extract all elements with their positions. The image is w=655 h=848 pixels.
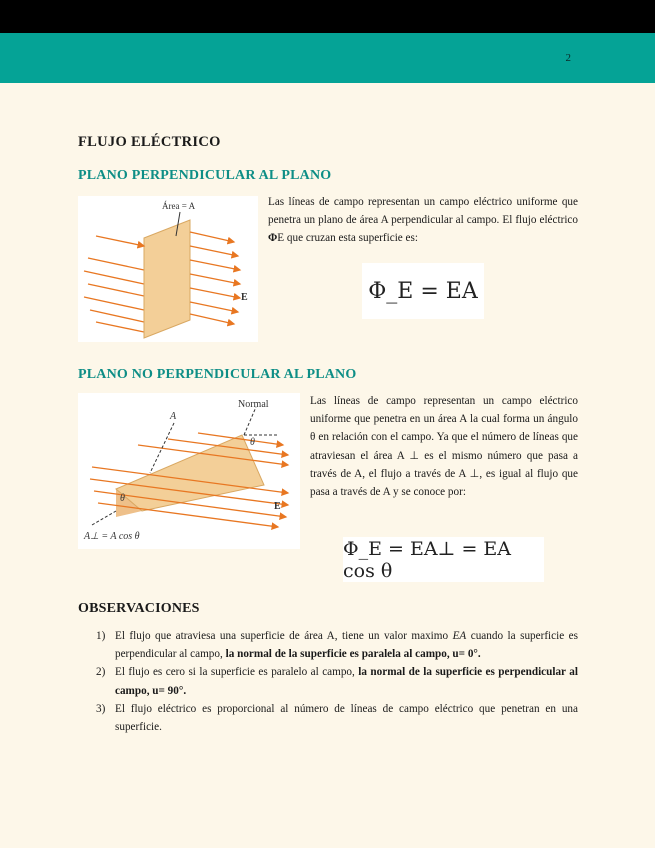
phi-symbol: Φ [268, 232, 278, 245]
section1-heading: PLANO PERPENDICULAR AL PLANO [78, 168, 332, 183]
list-item: 1) El flujo que atraviesa una superficie de área A, tiene un valor maximo EA cuando la superficie es perpendicular al campo, la normal de la superficie es paralela al campo, u= 0°. [96, 630, 578, 661]
a-perp-label: A⊥ = A cos θ [84, 531, 140, 542]
normal-label: Normal [238, 399, 269, 410]
area-label: Área = A [162, 201, 196, 211]
page-title: FLUJO ELÉCTRICO [78, 134, 221, 150]
equation-flux-perpendicular: Φ_E = EA [362, 263, 484, 319]
inclined-plane-diagram [78, 393, 300, 549]
area-a-label: A [170, 411, 177, 422]
observations-list [96, 627, 578, 736]
figure-perpendicular-plane [78, 196, 258, 342]
observations-heading: OBSERVACIONES [78, 601, 200, 616]
list-item: 2) El flujo es cero si la superficie es paralelo al campo, la normal de la superficie es perpendicular al campo, u= 90°. [96, 666, 578, 697]
section2-heading: PLANO NO PERPENDICULAR AL PLANO [78, 367, 357, 382]
top-black-bar [0, 0, 655, 33]
field-label-2: E [274, 501, 281, 512]
list-item: 3) El flujo eléctrico es proporcional al número de líneas de campo eléctrico que penetran en una superficie. [96, 702, 578, 734]
figure-inclined-plane [78, 393, 300, 549]
section2-paragraph: Las líneas de campo representan un campo eléctrico uniforme que penetra en un área A la cual forma un ángulo θ en relación con el campo. Ya que el número de líneas que atraviesan el área A ⊥ es el mismo número que pasa a través de A, el flujo a través de A ⊥, es igual al flujo que pasa a través de A y se conoce por: [310, 395, 578, 499]
header-band [0, 33, 655, 83]
equation-flux-inclined: Φ_E = EA⊥ = EA cos θ [343, 537, 544, 582]
theta-label-normal: θ [250, 437, 255, 448]
perpendicular-plane-diagram [78, 196, 258, 342]
section1-paragraph: Las líneas de campo representan un campo eléctrico uniforme que penetra un plano de área A perpendicular al campo. El flujo eléctrico ΦE que cruzan esta superficie es: [268, 196, 578, 245]
field-label: E [241, 292, 248, 303]
theta-label-plane: θ [120, 493, 125, 504]
page-number: 2 [565, 52, 571, 64]
